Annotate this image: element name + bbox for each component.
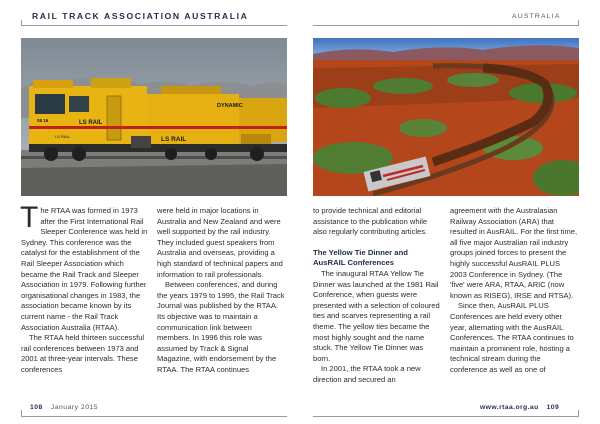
col4-paragraph-1: agreement with the Australasian Railway Association (ARA) that resulted in AusRAIL. For the first time, all five major Australian rail industry groups joined forces to present the highly successful AusRAIL PLUS 2003 Conference in Sydney. (The 'five' were ARA, RTAA, ARIC (now known as RISEG), IRSE and RTSA). bbox=[450, 206, 578, 300]
col2-paragraph-1: were held in major locations in Australia and New Zealand and were well supported by the rail industry. They included guest speakers from Australia and overseas, providing a high standard of technical papers and information to rail professionals. bbox=[157, 206, 283, 279]
header-tick-left bbox=[21, 20, 22, 26]
col3-paragraph-1: to provide technical and editorial assistance to the publication while also regularly contributing articles. bbox=[313, 206, 428, 237]
header-section-label: AUSTRALIA bbox=[512, 13, 561, 20]
header-publication-title: RAIL TRACK ASSOCIATION AUSTRALIA bbox=[32, 11, 249, 21]
col3-paragraph-2: The inaugural RTAA Yellow Tie Dinner was launched at the 1981 Rail Conference, when guests were presented with a selection of coloured ties and scarves representing a rail theme. The yellow ties became the most highly sought and the name stuck. The Yellow Tie Dinner was born. bbox=[313, 268, 440, 363]
header-tick-right bbox=[578, 20, 579, 26]
col3-paragraph-3: In 2001, the RTAA took a new direction and secured an bbox=[313, 364, 421, 384]
section-heading: The Yellow Tie Dinner and AusRAIL Conferences bbox=[313, 247, 408, 268]
footer-right-page-number: 109 bbox=[546, 404, 560, 411]
machine-brand-text: LS RAIL bbox=[161, 136, 187, 143]
article-column-2 bbox=[157, 206, 285, 376]
article-column-1 bbox=[20, 201, 149, 376]
footer-issue-date: January 2015 bbox=[50, 404, 99, 411]
footer-tick-right bbox=[578, 410, 579, 416]
footer-rule-right bbox=[313, 416, 579, 417]
article-column-3 bbox=[313, 206, 441, 386]
col2-paragraph-2: Between conferences, and during the years 1979 to 1995, the Rail Track Journal was published by the RTAA. Its objective was to maintain a communication link between members. In 1996 this role was assumed by Track & Signal Magazine, with endorsement by the RTAA. The RTAA continues bbox=[157, 280, 285, 374]
footer-left bbox=[30, 404, 98, 411]
machine-side-text: LS RAIL bbox=[79, 120, 103, 126]
header-rule-right bbox=[313, 25, 579, 26]
header-rule-left bbox=[21, 25, 287, 26]
footer-tick-left bbox=[21, 410, 22, 416]
machine-cab-text: LS RAIL bbox=[55, 134, 70, 139]
machine-dynamic-text: DYNAMIC bbox=[217, 103, 243, 109]
footer-rule-left bbox=[21, 416, 287, 417]
col1-paragraph-2: The RTAA held thirteen successful rail conferences between 1973 and 2001 at three-year intervals. These conferences bbox=[21, 333, 145, 374]
machine-number-text: 08 16 bbox=[37, 118, 49, 123]
footer-right bbox=[480, 404, 559, 411]
footer-website[interactable]: www.rtaa.org.au bbox=[480, 404, 539, 411]
drop-cap: T bbox=[20, 201, 39, 234]
ore-train-photo bbox=[313, 38, 579, 196]
col1-paragraph-1: he RTAA was formed in 1973 after the First International Rail Sleeper Conference was held in Sydney. This conference was the catalyst for the establishment of the Rail Sleeper Association which became the Rail Track and Sleeper Association in 1979. Following further organisational changes in 1983, the association became known by its current name - the Rail Track Association Australia (RTAA). bbox=[21, 206, 148, 332]
col4-paragraph-2: Since then, AusRAIL PLUS Conferences are held every other year, alternating with the AusRAIL Conferences. The RTAA continues to maintain a prominent role, hosting a technical stream during the conference as well as one of bbox=[450, 301, 574, 374]
track-machine-photo bbox=[21, 38, 287, 196]
footer-left-page-number: 108 bbox=[30, 404, 43, 411]
article-column-4 bbox=[450, 206, 578, 376]
